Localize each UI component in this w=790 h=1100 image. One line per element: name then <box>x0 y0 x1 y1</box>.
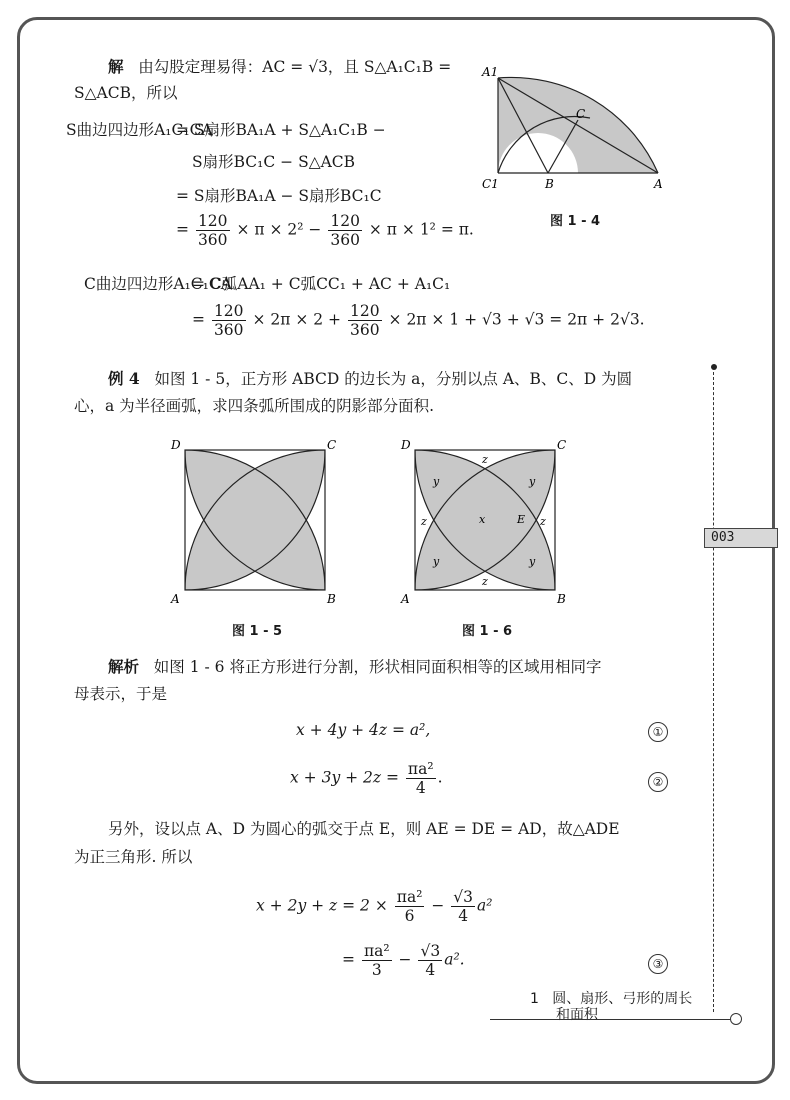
frac-den: 360 <box>330 231 360 249</box>
footer-rule <box>490 1019 730 1020</box>
fraction <box>212 302 246 339</box>
fig16-caption: 图 1 - 6 <box>462 624 513 639</box>
eq-mid: × π × 2² − <box>236 220 322 239</box>
fig16-region: z <box>421 515 427 528</box>
fig15-caption: 图 1 - 5 <box>232 624 283 639</box>
frac-den: 360 <box>197 231 228 249</box>
fraction <box>418 942 442 979</box>
frac-num: √3 <box>453 888 474 906</box>
fig16-label: B <box>557 592 566 606</box>
para2-line1: 另外，设以点 A、D 为圆心的弧交于点 E，则 AE = DE = AD，故△ADE <box>108 820 620 838</box>
fig14-label: A1 <box>482 65 499 79</box>
area-eq-line3: = S扇形BA₁A − S扇形BC₁C <box>176 187 382 205</box>
area-eq-line2: S扇形BC₁C − S△ACB <box>192 153 356 171</box>
frac-num: √3 <box>420 942 441 960</box>
solution-line1 <box>108 56 451 78</box>
area-eq-line4 <box>176 212 474 249</box>
fraction <box>196 212 230 249</box>
analysis-text1: 如图 1 - 6 将正方形进行分割，形状相同面积相等的区域用相同字 <box>153 658 602 676</box>
fraction <box>451 888 475 925</box>
page-number-tab: 003 <box>704 528 778 548</box>
solution-text1: 由勾股定理易得：AC = √3，且 S△A₁C₁B = <box>138 58 452 76</box>
fig16-region: z <box>482 453 488 466</box>
eq-end: a². <box>444 950 465 969</box>
eq-mid: × 2π × 2 + <box>252 310 342 329</box>
margin-dashed-line <box>713 372 714 1012</box>
figure-1-6 <box>395 435 575 610</box>
eq-end: a² <box>477 896 493 915</box>
fig15-label: C <box>327 438 337 452</box>
circled-number: ③ <box>648 954 668 974</box>
fig15-label: D <box>171 438 181 452</box>
eq3-line1 <box>256 888 493 925</box>
frac-num: πa² <box>363 942 390 960</box>
example4-label: 例 4 <box>108 369 140 388</box>
frac-num: 120 <box>213 302 244 320</box>
frac-den: 4 <box>458 907 469 925</box>
fig14-caption: 图 1 - 4 <box>550 214 601 229</box>
fig16-region: y <box>433 475 440 488</box>
example4-line1 <box>108 368 632 390</box>
example4-text1: 如图 1 - 5，正方形 ABCD 的边长为 a，分别以点 A、B、C、D 为圆 <box>154 370 633 388</box>
eq-sign: = <box>176 220 189 239</box>
eq-end: × 2π × 1 + √3 + √3 = 2π + 2√3. <box>388 310 645 329</box>
fig16-label: D <box>401 438 411 452</box>
frac-den: 360 <box>350 321 380 339</box>
frac-num: 120 <box>330 212 360 230</box>
eq-end: × π × 1² = π. <box>368 220 474 239</box>
eq-sign: = <box>192 310 205 329</box>
footer-circle-icon <box>730 1013 742 1025</box>
eq2-lhs: x + 3y + 2z = <box>290 768 399 787</box>
minus-sign: − <box>398 950 412 969</box>
fraction <box>362 942 392 979</box>
fig14-label: C1 <box>482 177 499 191</box>
fig14-label: A <box>654 177 663 191</box>
footer-chapter: 1 <box>530 991 539 1007</box>
fig16-point: E <box>517 513 526 526</box>
eq3-mark <box>648 953 668 974</box>
minus-sign: − <box>431 896 445 915</box>
fig16-region: y <box>433 555 440 568</box>
fig16-region: z <box>482 575 488 588</box>
fig16-region: x <box>479 513 486 526</box>
eq3-lhs: x + 2y + z = 2 × <box>256 896 388 915</box>
analysis-line1 <box>108 656 601 678</box>
eq-end: . <box>437 768 443 787</box>
footer-title2: 和面积 <box>556 1007 598 1023</box>
solution-label: 解 <box>108 57 124 76</box>
frac-num: 120 <box>350 302 380 320</box>
fraction <box>328 212 362 249</box>
frac-den: 4 <box>425 961 436 979</box>
perim-eq-line2 <box>192 302 645 339</box>
area-eq-line1: = S扇形BA₁A + S△A₁C₁B − <box>176 121 386 139</box>
fig15-label: B <box>327 592 336 606</box>
footer-line1 <box>530 988 692 1008</box>
perim-eq-line1: = C弧AA₁ + C弧CC₁ + AC + A₁C₁ <box>192 275 451 293</box>
eq1: x + 4y + 4z = a², <box>296 721 431 739</box>
para2-line2: 为正三角形. 所以 <box>74 848 193 866</box>
perim-eq-lhs: C曲边四边形A₁C₁CA <box>84 275 232 293</box>
frac-num: 120 <box>197 212 228 230</box>
frac-num: πa² <box>396 888 423 906</box>
frac-den: 6 <box>404 907 415 925</box>
solution-line2: S△ACB，所以 <box>74 84 178 102</box>
eq-sign: = <box>342 950 355 969</box>
example4-line2: 心，a 为半径画弧，求四条弧所围成的阴影部分面积. <box>74 397 435 415</box>
frac-num: πa² <box>407 760 434 778</box>
frac-den: 3 <box>371 961 382 979</box>
fig16-region: z <box>540 515 546 528</box>
eq2-mark <box>648 771 668 792</box>
fig14-label: B <box>545 177 554 191</box>
fraction <box>406 760 436 797</box>
fraction <box>395 888 425 925</box>
fig16-region: y <box>529 555 536 568</box>
figure-1-4 <box>478 60 678 200</box>
area-eq-lhs: S曲边四边形A₁C₁CA <box>66 121 213 139</box>
circled-number: ① <box>648 722 668 742</box>
fraction <box>348 302 382 339</box>
margin-dot <box>711 364 717 370</box>
eq3-line2 <box>342 942 465 979</box>
frac-den: 360 <box>213 321 244 339</box>
analysis-label: 解析 <box>108 657 140 676</box>
circled-number: ② <box>648 772 668 792</box>
frac-den: 4 <box>415 779 426 797</box>
footer-title1: 圆、扇形、弓形的周长 <box>552 991 693 1007</box>
eq1-mark <box>648 721 668 742</box>
eq2 <box>290 760 443 797</box>
fig16-label: A <box>401 592 410 606</box>
fig14-label: C <box>576 107 586 121</box>
figure-1-5 <box>165 435 345 610</box>
analysis-line2: 母表示，于是 <box>74 685 168 703</box>
fig16-label: C <box>557 438 567 452</box>
fig15-label: A <box>171 592 180 606</box>
fig16-region: y <box>529 475 536 488</box>
